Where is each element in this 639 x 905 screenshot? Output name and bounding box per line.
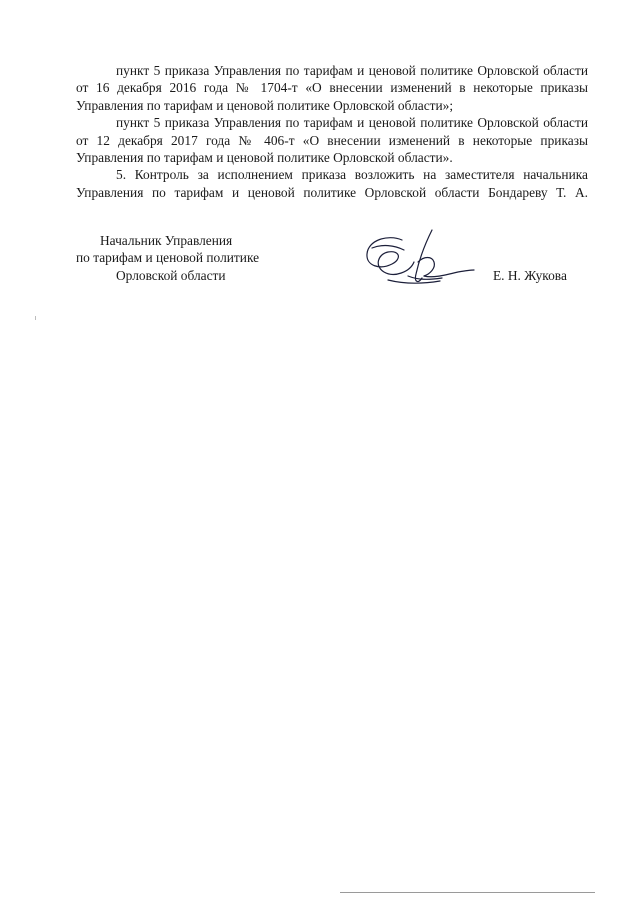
document-body: [76, 62, 588, 201]
scan-artifact: [35, 316, 36, 320]
footer-rule: [340, 892, 595, 893]
position-line-1: Начальник Управления: [100, 233, 233, 248]
handwritten-signature: [358, 226, 478, 292]
signer-name: Е. Н. Жукова: [493, 268, 567, 283]
paragraph-control-clause: 5. Контроль за исполнением приказа возложить на заместителя начальника Управления по тарифам и ценовой политике Орловской области Бондареву Т. А.: [76, 167, 588, 200]
paragraph-item-2: пункт 5 приказа Управления по тарифам и ценовой политике Орловской области от 12 декабря 2017 года № 406-т «О внесении изменений в некоторые приказы Управления по тарифам и ценовой политике Орловской области».: [76, 115, 588, 166]
signatory-position: [76, 232, 296, 284]
position-line-2: по тарифам и ценовой политике: [76, 250, 260, 266]
position-line-3: Орловской области: [116, 267, 226, 283]
paragraph-item-1: пункт 5 приказа Управления по тарифам и ценовой политике Орловской области от 16 декабря 2016 года № 1704-т «О внесении изменений в некоторые приказы Управления по тарифам и ценовой политике Орловской области»;: [76, 63, 588, 113]
